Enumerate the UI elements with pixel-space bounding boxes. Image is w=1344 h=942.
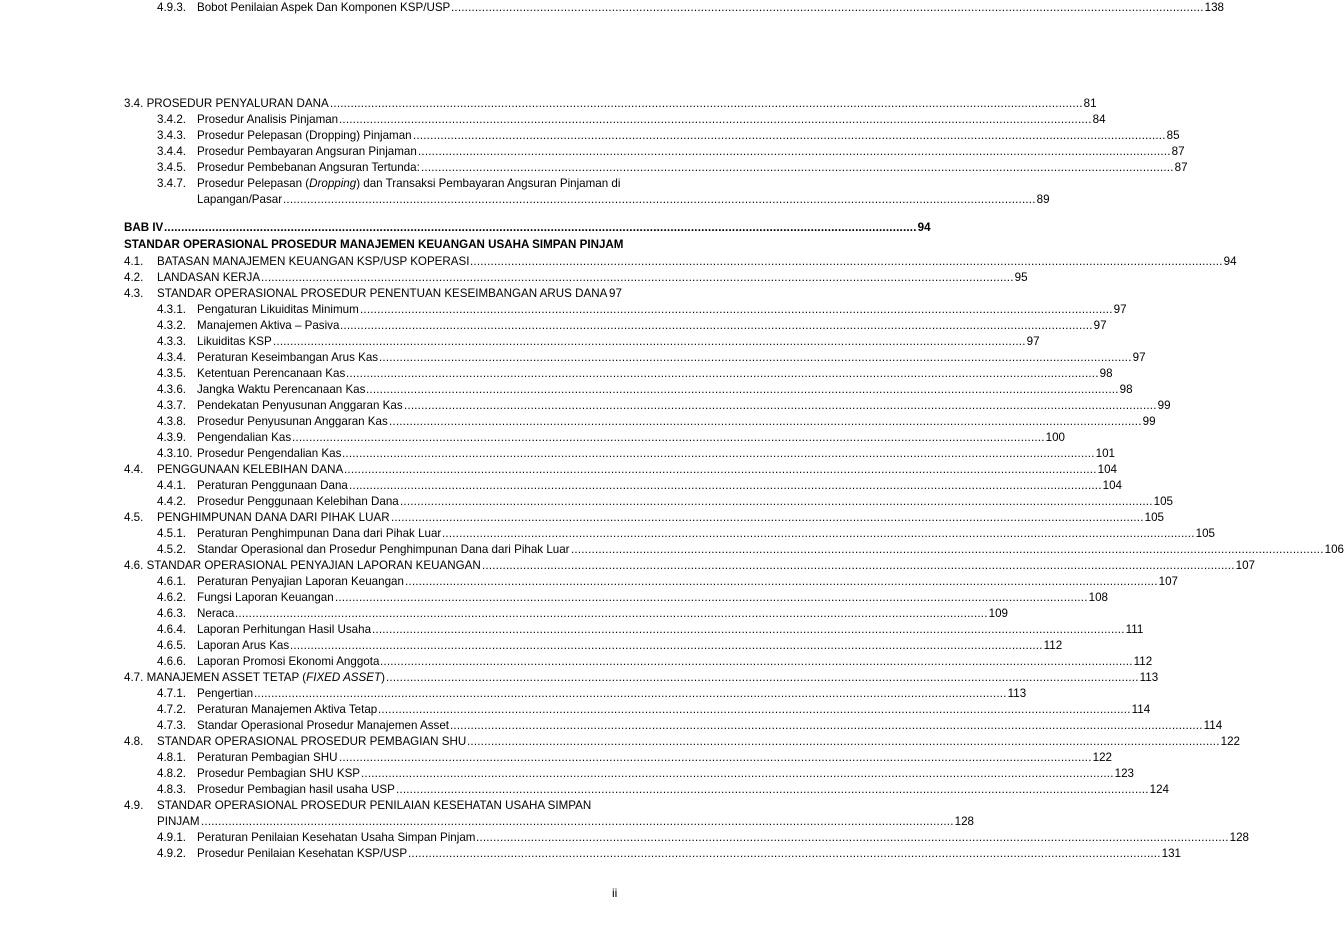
toc-entry-page: 100	[1045, 431, 1065, 444]
toc-entry[interactable]	[0, 144, 1185, 160]
toc-entry-title: PENGHIMPUNAN DANA DARI PIHAK LUAR	[157, 511, 390, 524]
toc-entry[interactable]	[0, 176, 621, 192]
toc-entry-leader	[349, 478, 1122, 494]
dot-leader: ............................................................................................................................................................................................................................	[335, 591, 1088, 604]
toc-entry[interactable]	[0, 96, 1097, 112]
toc-entry-number: 4.9.1.	[157, 831, 187, 844]
toc-entry-number: 4.3.7.	[157, 399, 187, 412]
toc-entry-number: 4.2.	[124, 271, 144, 284]
toc-entry-leader	[339, 750, 1112, 766]
toc-entry-title: Neraca	[197, 607, 235, 620]
toc-entry[interactable]	[0, 366, 1113, 382]
dot-leader: ............................................................................................................................................................................................................................	[201, 815, 954, 828]
toc-entry-title: Laporan Promosi Ekonomi Anggota	[197, 655, 380, 668]
toc-entry-number: 4.8.2.	[157, 767, 187, 780]
toc-entry-title: Peraturan Penggunaan Dana	[197, 479, 348, 492]
dot-leader: ............................................................................................................................................................................................................................	[349, 479, 1102, 492]
toc-entry-leader	[361, 766, 1134, 782]
dot-leader: ............................................................................................................................................................................................................................	[400, 495, 1153, 508]
toc-entry-leader	[372, 622, 1144, 638]
dot-leader: ............................................................................................................................................................................................................................	[470, 255, 1223, 268]
toc-entry-number: 4.3.4.	[157, 351, 187, 364]
toc-entry-title: Manajemen Aktiva – Pasiva	[197, 319, 340, 332]
toc-entry-title: LANDASAN KERJA	[157, 271, 261, 284]
toc-entry-page: 114	[1131, 703, 1151, 716]
toc-entry-page: 94	[917, 221, 931, 234]
toc-entry-number: 4.3.8.	[157, 415, 187, 428]
toc-entry[interactable]	[0, 622, 1144, 638]
toc-entry-leader	[391, 510, 1164, 526]
toc-entry-title: Prosedur Analisis Pinjaman	[197, 113, 339, 126]
toc-entry-leader	[330, 96, 1097, 112]
toc-entry-leader	[292, 430, 1065, 446]
toc-entry-title-text: STANDAR OPERASIONAL PENYAJIAN LAPORAN KEUANGAN	[146, 559, 481, 572]
toc-entry-page: 89	[1036, 193, 1050, 206]
toc-entry-leader	[344, 462, 1117, 478]
toc-entry-title	[124, 96, 329, 112]
toc-entry-title: Bobot Penilaian Aspek Dan Komponen KSP/USP	[197, 1, 451, 14]
toc-entry-page: 97	[1093, 319, 1107, 332]
toc-entry-number: 4.9.	[124, 799, 144, 812]
toc-entry-leader	[339, 112, 1106, 128]
dot-leader: ............................................................................................................................................................................................................................	[396, 783, 1149, 796]
toc-entry-page: 131	[1161, 847, 1181, 860]
toc-entry-title: BATASAN MANAJEMEN KEUANGAN KSP/USP KOPERASI	[157, 255, 470, 268]
toc-entry-page: 99	[1142, 415, 1156, 428]
toc-entry[interactable]	[0, 128, 1180, 144]
toc-entry-leader	[261, 270, 1028, 286]
toc-entry-leader	[273, 334, 1040, 350]
toc-entry-number: 3.4.7.	[157, 177, 187, 190]
toc-entry-number: 4.4.	[124, 463, 144, 476]
toc-entry-title: Prosedur Pengendalian Kas	[197, 447, 342, 460]
dot-leader: ............................................................................................................................................................................................................................	[389, 415, 1142, 428]
toc-entry-number: 4.4.1.	[157, 479, 187, 492]
toc-entry-title: Prosedur Penyusunan Anggaran Kas	[197, 415, 388, 428]
toc-entry-title: Prosedur Pembagian SHU KSP	[197, 767, 361, 780]
toc-entry-page: 95	[1014, 271, 1028, 284]
toc-entry-page: 107	[1158, 575, 1178, 588]
toc-entry-page: 105	[1195, 527, 1215, 540]
toc-entry[interactable]	[0, 494, 1173, 510]
toc-entry-number: 4.9.2.	[157, 847, 187, 860]
toc-entry[interactable]	[0, 542, 1344, 558]
dot-leader: ............................................................................................................................................................................................................................	[379, 351, 1132, 364]
toc-entry-title: Peraturan Pembagian SHU	[197, 751, 338, 764]
toc-entry-page: 87	[1171, 145, 1185, 158]
toc-entry-page: 84	[1092, 113, 1106, 126]
toc-entry[interactable]	[0, 112, 1106, 128]
dot-leader: ............................................................................................................................................................................................................................	[283, 193, 1036, 206]
toc-entry-leader	[405, 574, 1178, 590]
toc-entry-page: 128	[954, 815, 974, 828]
toc-entry-title: STANDAR OPERASIONAL PROSEDUR PEMBAGIAN SHU	[157, 735, 467, 748]
toc-entry-title: Pengertian	[197, 687, 254, 700]
toc-entry-leader	[418, 144, 1185, 160]
toc-entry-number: 4.6.3.	[157, 607, 187, 620]
toc-entry[interactable]	[0, 334, 1040, 350]
dot-leader: ............................................................................................................................................................................................................................	[413, 129, 1166, 142]
dot-leader: ............................................................................................................................................................................................................................	[273, 335, 1026, 348]
toc-entry-title-text: MANAJEMEN ASSET TETAP (FIXED ASSET)	[146, 671, 385, 684]
toc-entry[interactable]	[0, 318, 1107, 334]
toc-entry-leader	[608, 286, 622, 302]
toc-entry-title: Peraturan Penghimpunan Dana dari Pihak Luar	[197, 527, 442, 540]
toc-entry[interactable]	[0, 734, 1240, 750]
toc-entry[interactable]	[0, 846, 1181, 862]
toc-entry-leader	[482, 558, 1255, 574]
toc-entry-leader	[451, 0, 1224, 16]
toc-entry-number: 4.7.1.	[157, 687, 187, 700]
toc-entry-title	[124, 670, 385, 686]
toc-entry-title	[124, 558, 481, 574]
toc-entry-number: 4.5.	[124, 511, 144, 524]
toc-entry-title: Laporan Arus Kas	[197, 639, 290, 652]
toc-entry-leader	[450, 718, 1223, 734]
toc-entry-leader	[360, 302, 1127, 318]
toc-entry-number: 4.6.1.	[157, 575, 187, 588]
toc-entry[interactable]	[0, 782, 1169, 798]
toc-entry-number: 4.3.1.	[157, 303, 187, 316]
toc-entry-page: 104	[1097, 463, 1117, 476]
toc-entry-leader	[164, 220, 931, 236]
toc-entry-leader	[254, 686, 1027, 702]
toc-entry-page: 113	[1007, 687, 1027, 700]
toc-entry-title: Pendekatan Penyusunan Anggaran Kas	[197, 399, 403, 412]
toc-entry[interactable]	[0, 766, 1134, 782]
toc-entry-leader	[404, 398, 1171, 414]
toc-entry-title: Prosedur Pembayaran Angsuran Pinjaman	[197, 145, 417, 158]
toc-entry[interactable]	[0, 160, 1188, 176]
toc-entry[interactable]	[0, 478, 1122, 494]
toc-entry-title: Pengendalian Kas	[197, 431, 292, 444]
dot-leader: ............................................................................................................................................................................................................................	[372, 623, 1125, 636]
toc-entry[interactable]	[0, 0, 1224, 16]
toc-entry-number: 4.8.3.	[157, 783, 187, 796]
toc-entry-number: 4.1.	[124, 255, 144, 268]
dot-leader: ............................................................................................................................................................................................................................	[421, 161, 1174, 174]
toc-entry-page: 98	[1119, 383, 1133, 396]
toc-entry[interactable]	[0, 302, 1127, 318]
toc-entry-title: BAB IV	[124, 221, 164, 234]
dot-leader: ............................................................................................................................................................................................................................	[340, 319, 1093, 332]
dot-leader: ............................................................................................................................................................................................................................	[261, 271, 1014, 284]
toc-entry-leader	[400, 494, 1173, 510]
dot-leader: ............................................................................................................................................................................................................................	[235, 607, 988, 620]
toc-entry[interactable]	[0, 462, 1117, 478]
dot-leader: ............................................................................................................................................................................................................................	[339, 113, 1092, 126]
toc-entry-title: Standar Operasional dan Prosedur Penghimpunan Dana dari Pihak Luar	[197, 543, 570, 556]
dot-leader: ............................................................................................................................................................................................................................	[366, 383, 1119, 396]
toc-entry[interactable]	[0, 670, 1159, 686]
toc-entry-page: 138	[1204, 1, 1224, 14]
toc-entry-title: Prosedur Pelepasan (Dropping) dan Transaksi Pembayaran Angsuran Pinjaman di	[197, 177, 621, 190]
toc-entry-page: 114	[1203, 719, 1223, 732]
dot-leader: ............................................................................................................................................................................................................................	[344, 463, 1097, 476]
dot-leader: ............................................................................................................................................................................................................................	[330, 97, 1083, 110]
dot-leader: ............................................................................................................................................................................................................................	[482, 559, 1235, 572]
page-number: ii	[612, 886, 618, 900]
dot-leader: ............................................................................................................................................................................................................................	[404, 399, 1157, 412]
toc-entry[interactable]	[0, 558, 1255, 574]
toc-entry[interactable]	[0, 750, 1112, 766]
toc-entry[interactable]	[0, 270, 1028, 286]
toc-entry-title-text: PROSEDUR PENYALURAN DANA	[146, 97, 329, 110]
toc-entry-leader	[408, 846, 1181, 862]
toc-entry-leader	[379, 350, 1146, 366]
dot-leader: ............................................................................................................................................................................................................................	[451, 1, 1204, 14]
dot-leader: ............................................................................................................................................................................................................................	[346, 367, 1099, 380]
toc-entry-leader	[235, 606, 1008, 622]
toc-entry[interactable]	[0, 638, 1063, 654]
toc-entry-number: 3.4.3.	[157, 129, 187, 142]
toc-entry-number: 3.4.2.	[157, 113, 187, 126]
toc-entry-page: 105	[1153, 495, 1173, 508]
toc-entry-number: 4.7.2.	[157, 703, 187, 716]
toc-entry[interactable]	[0, 220, 931, 236]
toc-entry-page: 94	[1223, 255, 1237, 268]
toc-entry-title: Peraturan Manajemen Aktiva Tetap	[197, 703, 378, 716]
dot-leader: ............................................................................................................................................................................................................................	[450, 719, 1203, 732]
toc-entry-number: 3.4.	[124, 97, 144, 110]
toc-entry-title: Jangka Waktu Perencanaan Kas	[197, 383, 366, 396]
dot-leader: ............................................................................................................................................................................................................................	[342, 447, 1095, 460]
toc-entry-title: Prosedur Penggunaan Kelebihan Dana	[197, 495, 399, 508]
toc-entry-leader	[442, 526, 1215, 542]
toc-entry-leader	[476, 830, 1249, 846]
toc-entry-number: 3.4.4.	[157, 145, 187, 158]
toc-entry-number: 4.3.3.	[157, 335, 187, 348]
toc-entry-leader	[283, 192, 1050, 208]
toc-entry-page: 104	[1102, 479, 1122, 492]
toc-entry-title: PENGGUNAAN KELEBIHAN DANA	[157, 463, 344, 476]
toc-entry-page: 107	[1235, 559, 1255, 572]
toc-entry-number: 4.6.	[124, 559, 144, 572]
toc-entry-title: PINJAM	[157, 815, 200, 828]
toc-entry-number: 3.4.5.	[157, 161, 187, 174]
toc-entry[interactable]	[0, 510, 1164, 526]
dot-leader: ............................................................................................................................................................................................................................	[254, 687, 1007, 700]
toc-entry-title: Peraturan Penyajian Laporan Keuangan	[197, 575, 404, 588]
toc-entry-leader	[378, 702, 1151, 718]
toc-entry-number: 4.6.4.	[157, 623, 187, 636]
toc-entry[interactable]	[0, 686, 1027, 702]
dot-leader: ............................................................................................................................................................................................................................	[380, 655, 1133, 668]
toc-entry-page: 122	[1220, 735, 1240, 748]
toc-entry-number: 4.3.	[124, 287, 144, 300]
toc-entry[interactable]	[0, 606, 1008, 622]
toc-entry-number: 4.8.1.	[157, 751, 187, 764]
toc-entry-leader	[201, 814, 974, 830]
toc-entry[interactable]	[0, 430, 1065, 446]
toc-entry-number: 4.9.3.	[157, 1, 187, 14]
toc-entry-page: 97	[1113, 303, 1127, 316]
dot-leader: ............................................................................................................................................................................................................................	[339, 751, 1092, 764]
toc-entry-leader	[467, 734, 1240, 750]
toc-entry-leader	[413, 128, 1180, 144]
toc-entry-title: Standar Operasional Prosedur Manajemen Asset	[197, 719, 449, 732]
toc-entry[interactable]	[0, 237, 624, 253]
toc-entry[interactable]	[0, 414, 1156, 430]
toc-entry-leader	[340, 318, 1107, 334]
toc-entry-title: Peraturan Keseimbangan Arus Kas	[197, 351, 379, 364]
toc-entry-leader	[290, 638, 1063, 654]
toc-entry-title: Likuiditas KSP	[197, 335, 272, 348]
toc-entry-leader	[421, 160, 1188, 176]
dot-leader: ............................................................................................................................................................................................................................	[292, 431, 1045, 444]
toc-entry-page: 81	[1083, 97, 1097, 110]
toc-entry-page: 101	[1095, 447, 1115, 460]
dot-leader: ............................................................................................................................................................................................................................	[386, 671, 1139, 684]
dot-leader: ............................................................................................................................................................................................................................	[476, 831, 1229, 844]
toc-entry[interactable]	[0, 574, 1178, 590]
toc-entry[interactable]	[0, 382, 1133, 398]
toc-entry-page: 122	[1092, 751, 1112, 764]
toc-entry-title: Fungsi Laporan Keuangan	[197, 591, 334, 604]
dot-leader: ............................................................................................................................................................................................................................	[408, 847, 1161, 860]
dot-leader: ............................................................................................................................................................................................................................	[418, 145, 1171, 158]
toc-entry-number: 4.3.2.	[157, 319, 187, 332]
toc-entry-leader	[380, 654, 1153, 670]
toc-entry-number: 4.7.3.	[157, 719, 187, 732]
toc-entry-number: 4.5.2.	[157, 543, 187, 556]
toc-entry-page: 87	[1174, 161, 1188, 174]
dot-leader: ............................................................................................................................................................................................................................	[290, 639, 1043, 652]
toc-entry[interactable]	[0, 702, 1151, 718]
toc-entry[interactable]	[0, 446, 1115, 462]
toc-entry-page: 109	[988, 607, 1008, 620]
toc-entry-number: 4.3.10.	[157, 447, 193, 460]
dot-leader: ............................................................................................................................................................................................................................	[442, 527, 1195, 540]
toc-entry-title: Ketentuan Perencanaan Kas	[197, 367, 346, 380]
toc-entry-page: 123	[1114, 767, 1134, 780]
toc-entry-title: Prosedur Pembebanan Angsuran Tertunda:	[197, 161, 420, 174]
dot-leader: ............................................................................................................................................................................................................................	[405, 575, 1158, 588]
toc-entry-number: 4.3.9.	[157, 431, 187, 444]
dot-leader: ............................................................................................................................................................................................................................	[361, 767, 1114, 780]
toc-entry-leader	[396, 782, 1169, 798]
toc-entry-number: 4.3.5.	[157, 367, 187, 380]
toc-entry-page: 105	[1144, 511, 1164, 524]
toc-entry[interactable]	[0, 718, 1223, 734]
toc-entry-leader	[366, 382, 1133, 398]
toc-entry[interactable]	[0, 286, 622, 302]
dot-leader: ............................................................................................................................................................................................................................	[164, 221, 917, 234]
toc-entry-page: 113	[1139, 671, 1159, 684]
toc-entry-title: Peraturan Penilaian Kesehatan Usaha Simpan Pinjam	[197, 831, 476, 844]
toc-entry-title: STANDAR OPERASIONAL PROSEDUR PENENTUAN KESEIMBANGAN ARUS DANA	[157, 287, 608, 300]
toc-entry-page: 85	[1166, 129, 1180, 142]
dot-leader: ............................................................................................................................................................................................................................	[467, 735, 1220, 748]
toc-entry-leader	[335, 590, 1108, 606]
toc-entry-page: 97	[1132, 351, 1146, 364]
toc-entry[interactable]	[0, 654, 1153, 670]
toc-entry-page: 97	[609, 287, 622, 300]
dot-leader: ............................................................................................................................................................................................................................	[391, 511, 1144, 524]
toc-entry[interactable]	[0, 590, 1108, 606]
toc-entry-page: 106	[1324, 543, 1344, 556]
toc-entry-leader	[389, 414, 1156, 430]
toc-entry-leader	[470, 254, 1237, 270]
toc-entry-page: 99	[1157, 399, 1171, 412]
toc-entry-page: 111	[1125, 623, 1144, 636]
toc-entry-page: 108	[1088, 591, 1108, 604]
toc-entry-leader	[571, 542, 1344, 558]
toc-entry-title: Prosedur Pembagian hasil usaha USP	[197, 783, 395, 796]
toc-entry-title: STANDAR OPERASIONAL PROSEDUR MANAJEMEN KEUANGAN USAHA SIMPAN PINJAM	[124, 238, 624, 251]
toc-entry-page: 112	[1043, 639, 1063, 652]
dot-leader: ............................................................................................................................................................................................................................	[571, 543, 1324, 556]
toc-entry[interactable]	[0, 814, 974, 830]
toc-entry[interactable]	[0, 526, 1215, 542]
toc-entry-number: 4.6.5.	[157, 639, 187, 652]
toc-entry-title: STANDAR OPERASIONAL PROSEDUR PENILAIAN KESEHATAN USAHA SIMPAN	[157, 799, 592, 812]
toc-entry-title: Prosedur Pelepasan (Dropping) Pinjaman	[197, 129, 412, 142]
toc-entry-page: 112	[1133, 655, 1153, 668]
toc-entry-number: 4.6.6.	[157, 655, 187, 668]
toc-entry-title: Pengaturan Likuiditas Minimum	[197, 303, 359, 316]
toc-entry[interactable]	[0, 830, 1249, 846]
toc-entry[interactable]	[0, 798, 617, 814]
dot-leader: ............................................................................................................................................................................................................................	[378, 703, 1131, 716]
toc-entry-page: 128	[1229, 831, 1249, 844]
toc-entry-leader	[342, 446, 1115, 462]
toc-entry-page: 97	[1026, 335, 1040, 348]
toc-entry-number: 4.7.	[124, 671, 144, 684]
toc-entry-number: 4.4.2.	[157, 495, 187, 508]
toc-entry[interactable]	[0, 192, 1050, 208]
toc-entry-title: Prosedur Penilaian Kesehatan KSP/USP	[197, 847, 408, 860]
dot-leader: ............................................................................................................................................................................................................................	[360, 303, 1113, 316]
toc-entry[interactable]	[0, 254, 1237, 270]
toc-entry-leader	[346, 366, 1113, 382]
toc-entry-number: 4.5.1.	[157, 527, 187, 540]
toc-entry-title: Lapangan/Pasar	[197, 193, 283, 206]
toc-entry-title: Laporan Perhitungan Hasil Usaha	[197, 623, 372, 636]
toc-entry[interactable]	[0, 398, 1171, 414]
toc-entry-number: 4.6.2.	[157, 591, 187, 604]
toc-entry-leader	[386, 670, 1159, 686]
toc-entry-page: 98	[1099, 367, 1113, 380]
toc-entry-number: 4.8.	[124, 735, 144, 748]
toc-entry-page: 124	[1149, 783, 1169, 796]
toc-entry-number: 4.3.6.	[157, 383, 187, 396]
toc-entry[interactable]	[0, 350, 1146, 366]
